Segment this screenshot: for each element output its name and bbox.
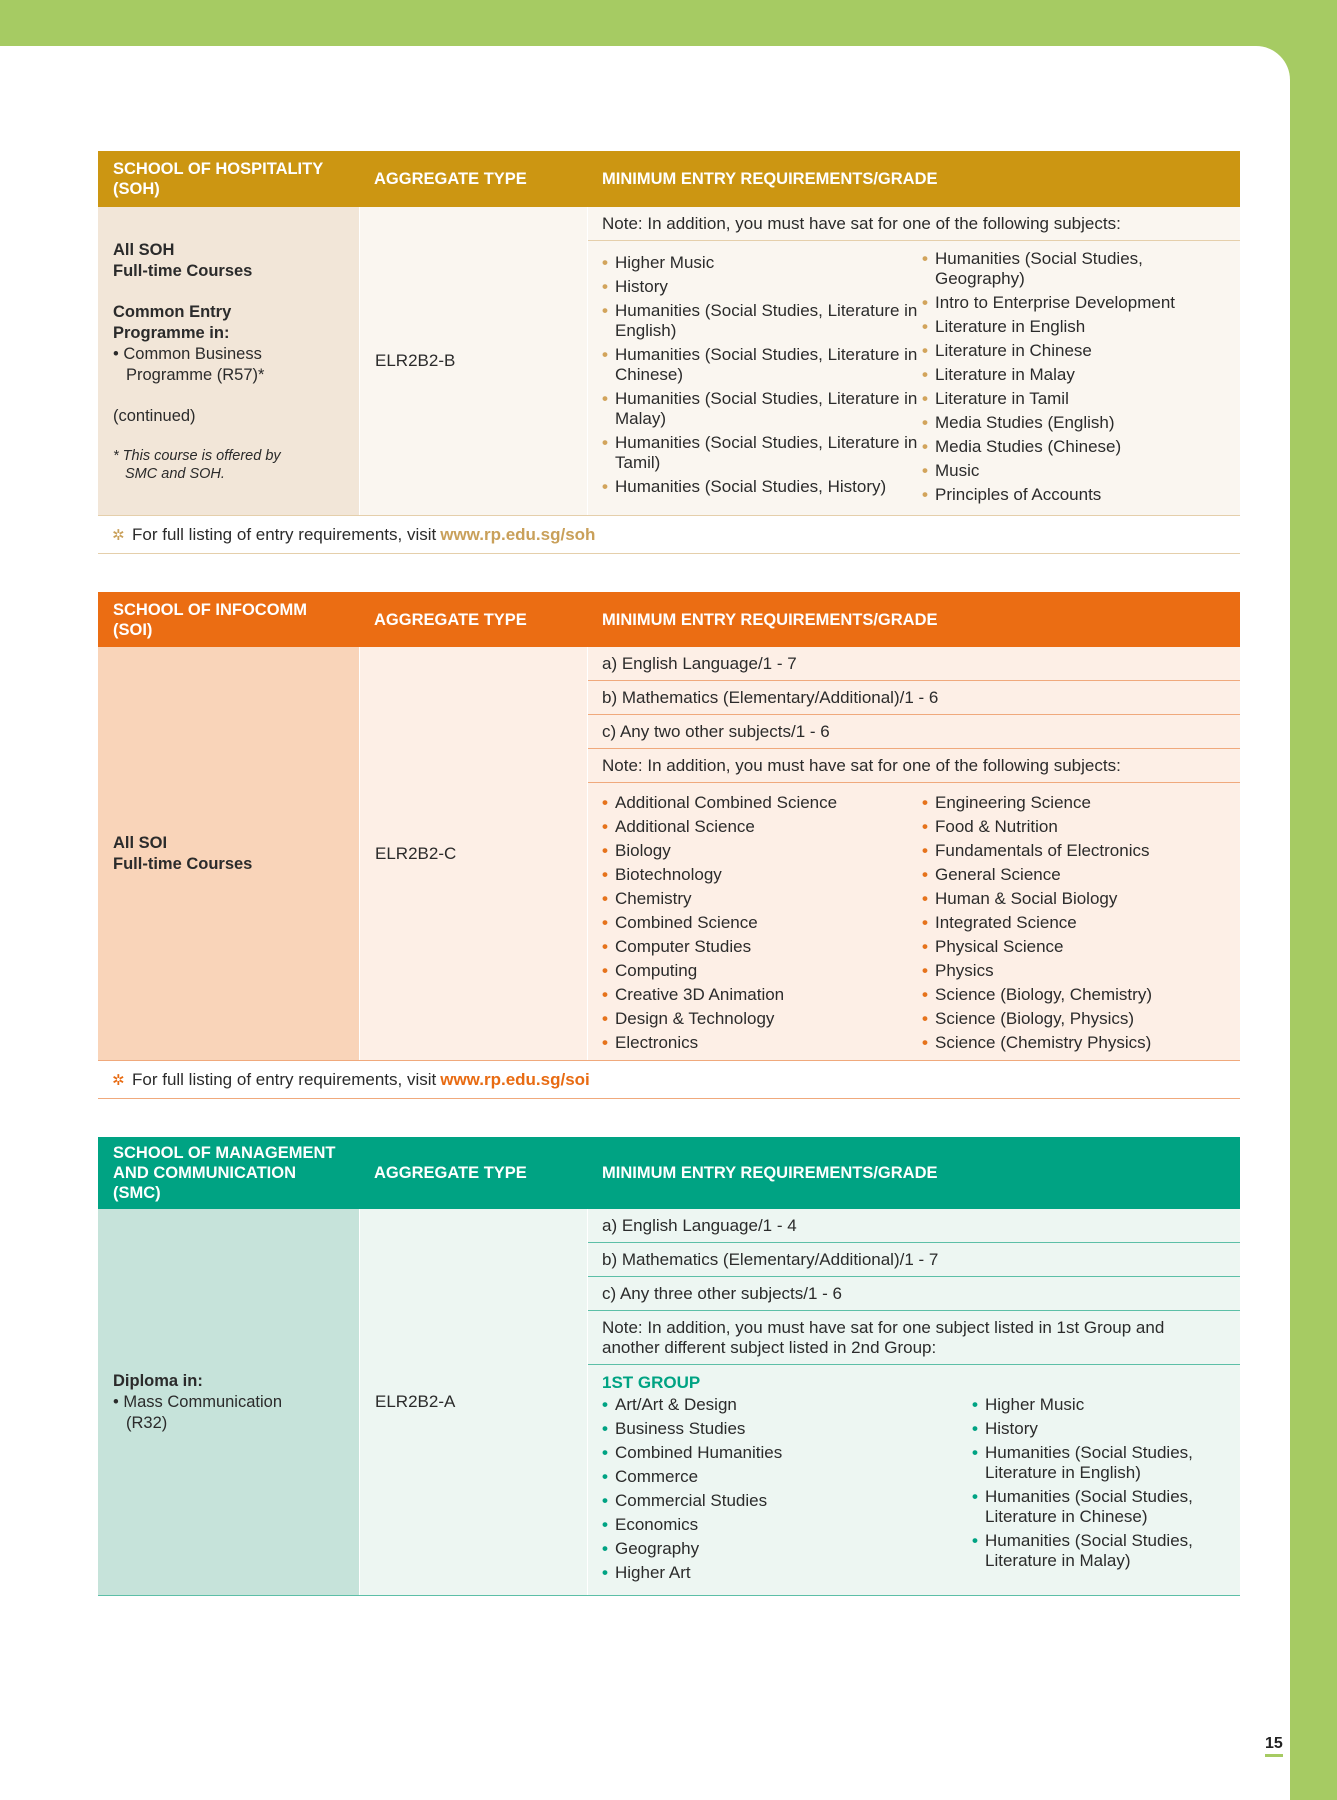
list-item: • Electronics	[602, 1033, 922, 1053]
smc-aggregate-cell: ELR2B2-A	[359, 1209, 587, 1595]
list-item: • Music	[922, 461, 1222, 481]
soh-school-header: SCHOOL OF HOSPITALITY (SOH)	[113, 160, 323, 198]
list-item: • Integrated Science	[922, 913, 1222, 933]
soh-note: Note: In addition, you must have sat for one of the following subjects:	[588, 207, 1240, 241]
soi-footer	[98, 1061, 1240, 1099]
soi-subject-lists	[588, 783, 1240, 1063]
smc-req-english: a) English Language/1 - 4	[588, 1209, 1240, 1243]
list-item: • Media Studies (Chinese)	[922, 437, 1222, 457]
list-item: • Humanities (Social Studies, Literature in English)	[602, 301, 922, 341]
soh-subject-list-1	[602, 249, 922, 509]
soh-table-header	[98, 151, 1240, 207]
soh-programme-title: Common Entry	[113, 302, 232, 321]
list-item: • History	[602, 277, 922, 297]
smc-section	[98, 1137, 1240, 1596]
soh-aggregate-cell: ELR2B2-B	[359, 207, 587, 515]
soh-continued: (continued)	[113, 406, 196, 425]
soh-footnote-2: SMC and SOH.	[125, 465, 225, 482]
list-item: • Art/Art & Design	[602, 1395, 972, 1415]
list-item: • Fundamentals of Electronics	[922, 841, 1222, 861]
list-item: • Computer Studies	[602, 937, 922, 957]
soi-aggregate-header: AGGREGATE TYPE	[374, 610, 527, 629]
soi-requirements-cell	[587, 647, 1240, 1060]
list-item: • Humanities (Social Studies, Literature in Chinese)	[972, 1487, 1222, 1527]
list-item: • Food & Nutrition	[922, 817, 1222, 837]
list-item: • Higher Music	[972, 1395, 1222, 1415]
soi-subject-list-2	[922, 793, 1222, 1057]
list-item: • Biology	[602, 841, 922, 861]
list-item: • Additional Combined Science	[602, 793, 922, 813]
smc-school-header: SCHOOL OF MANAGEMENT AND COMMUNICATION (SMC)	[113, 1144, 336, 1202]
soh-footer-link[interactable]: www.rp.edu.sg/soh	[440, 524, 596, 544]
list-item: • Media Studies (English)	[922, 413, 1222, 433]
soi-note: Note: In addition, you must have sat for one of the following subjects:	[588, 749, 1240, 783]
list-item: • Principles of Accounts	[922, 485, 1222, 505]
smc-diploma-title: Diploma in:	[113, 1371, 203, 1390]
list-item: • Business Studies	[602, 1419, 972, 1439]
smc-table-header	[98, 1137, 1240, 1209]
soi-section	[98, 592, 1240, 1099]
list-item: • Engineering Science	[922, 793, 1222, 813]
list-item: • Physics	[922, 961, 1222, 981]
list-item: • Literature in Malay	[922, 365, 1222, 385]
soh-course-subtitle: Full-time Courses	[113, 261, 253, 280]
smc-requirements-cell	[587, 1209, 1240, 1595]
list-item: • Humanities (Social Studies, History)	[602, 477, 922, 497]
list-item: • Human & Social Biology	[922, 889, 1222, 909]
smc-diploma-item-cont: (R32)	[126, 1413, 168, 1432]
soi-subject-list-1	[602, 793, 922, 1057]
list-item: • Combined Science	[602, 913, 922, 933]
soi-req-math: b) Mathematics (Elementary/Additional)/1 - 6	[588, 681, 1240, 715]
list-item: • Computing	[602, 961, 922, 981]
list-item: • Additional Science	[602, 817, 922, 837]
list-item: • Commercial Studies	[602, 1491, 972, 1511]
soh-footer	[98, 516, 1240, 554]
list-item: • Literature in Chinese	[922, 341, 1222, 361]
list-item: • Science (Biology, Physics)	[922, 1009, 1222, 1029]
soi-requirements-header: MINIMUM ENTRY REQUIREMENTS/GRADE	[602, 610, 938, 629]
cursor-click-icon: ✲	[112, 526, 125, 544]
soi-aggregate-cell: ELR2B2-C	[359, 647, 587, 1060]
list-item: • Humanities (Social Studies, Literature in English)	[972, 1443, 1222, 1483]
list-item: • Humanities (Social Studies, Literature in Tamil)	[602, 433, 922, 473]
smc-subject-lists	[588, 1393, 1240, 1593]
list-item: • Creative 3D Animation	[602, 985, 922, 1005]
soh-course-cell	[98, 207, 359, 515]
soh-aggregate-header: AGGREGATE TYPE	[374, 170, 527, 188]
list-item: • Intro to Enterprise Development	[922, 293, 1222, 313]
list-item: • Humanities (Social Studies, Geography)	[922, 249, 1222, 289]
smc-subject-list-2	[972, 1395, 1222, 1587]
soh-footnote-1: * This course is offered by	[113, 447, 281, 464]
soh-requirements-header: MINIMUM ENTRY REQUIREMENTS/GRADE	[602, 170, 938, 188]
smc-aggregate-header: AGGREGATE TYPE	[374, 1164, 527, 1182]
smc-req-math: b) Mathematics (Elementary/Additional)/1 - 7	[588, 1243, 1240, 1277]
soh-course-title: All SOH	[113, 240, 175, 259]
soh-programme-item-cont: Programme (R57)*	[126, 365, 265, 384]
soh-subject-lists	[588, 241, 1240, 515]
smc-course-cell	[98, 1209, 359, 1595]
list-item: • Economics	[602, 1515, 972, 1535]
list-item: • History	[972, 1419, 1222, 1439]
list-item: • Humanities (Social Studies, Literature in Malay)	[602, 389, 922, 429]
smc-group-title: 1ST GROUP	[602, 1373, 701, 1392]
smc-table-row	[98, 1209, 1240, 1596]
cursor-click-icon: ✲	[112, 1071, 125, 1089]
list-item: • Higher Music	[602, 253, 922, 273]
page-number: 15	[1265, 1735, 1283, 1752]
soi-course-title: All SOI	[113, 833, 168, 852]
smc-subject-list-1	[602, 1395, 972, 1587]
soi-course-subtitle: Full-time Courses	[113, 854, 253, 873]
smc-diploma-item: • Mass Communication	[113, 1392, 282, 1411]
soh-programme-subtitle: Programme in:	[113, 323, 230, 342]
smc-note: Note: In addition, you must have sat for one subject listed in 1st Group and another different subject listed in 2nd Group:	[588, 1311, 1240, 1365]
list-item: • Commerce	[602, 1467, 972, 1487]
list-item: • Humanities (Social Studies, Literature in Malay)	[972, 1531, 1222, 1571]
list-item: • Humanities (Social Studies, Literature in Chinese)	[602, 345, 922, 385]
list-item: • Geography	[602, 1539, 972, 1559]
list-item: • Biotechnology	[602, 865, 922, 885]
soi-req-english: a) English Language/1 - 7	[588, 647, 1240, 681]
list-item: • Science (Biology, Chemistry)	[922, 985, 1222, 1005]
soh-subject-list-2	[922, 249, 1222, 509]
list-item: • Literature in English	[922, 317, 1222, 337]
soi-footer-text: For full listing of entry requirements, visit	[132, 1069, 437, 1089]
soh-section	[98, 151, 1240, 554]
list-item: • General Science	[922, 865, 1222, 885]
soh-requirements-cell	[587, 207, 1240, 515]
smc-requirements-header: MINIMUM ENTRY REQUIREMENTS/GRADE	[602, 1164, 938, 1182]
soh-table-row	[98, 207, 1240, 516]
list-item: • Literature in Tamil	[922, 389, 1222, 409]
soh-footer-text: For full listing of entry requirements, visit	[132, 524, 437, 544]
soi-req-other: c) Any two other subjects/1 - 6	[588, 715, 1240, 749]
list-item: • Physical Science	[922, 937, 1222, 957]
list-item: • Combined Humanities	[602, 1443, 972, 1463]
list-item: • Design & Technology	[602, 1009, 922, 1029]
soh-programme-item: • Common Business	[113, 344, 262, 363]
list-item: • Chemistry	[602, 889, 922, 909]
list-item: • Higher Art	[602, 1563, 972, 1583]
soi-table-header	[98, 592, 1240, 647]
soi-table-row	[98, 647, 1240, 1061]
list-item: • Science (Chemistry Physics)	[922, 1033, 1222, 1053]
soi-course-cell	[98, 647, 359, 1060]
smc-req-other: c) Any three other subjects/1 - 6	[588, 1277, 1240, 1311]
soi-footer-link[interactable]: www.rp.edu.sg/soi	[440, 1069, 590, 1089]
soi-school-header: SCHOOL OF INFOCOMM (SOI)	[113, 600, 308, 639]
